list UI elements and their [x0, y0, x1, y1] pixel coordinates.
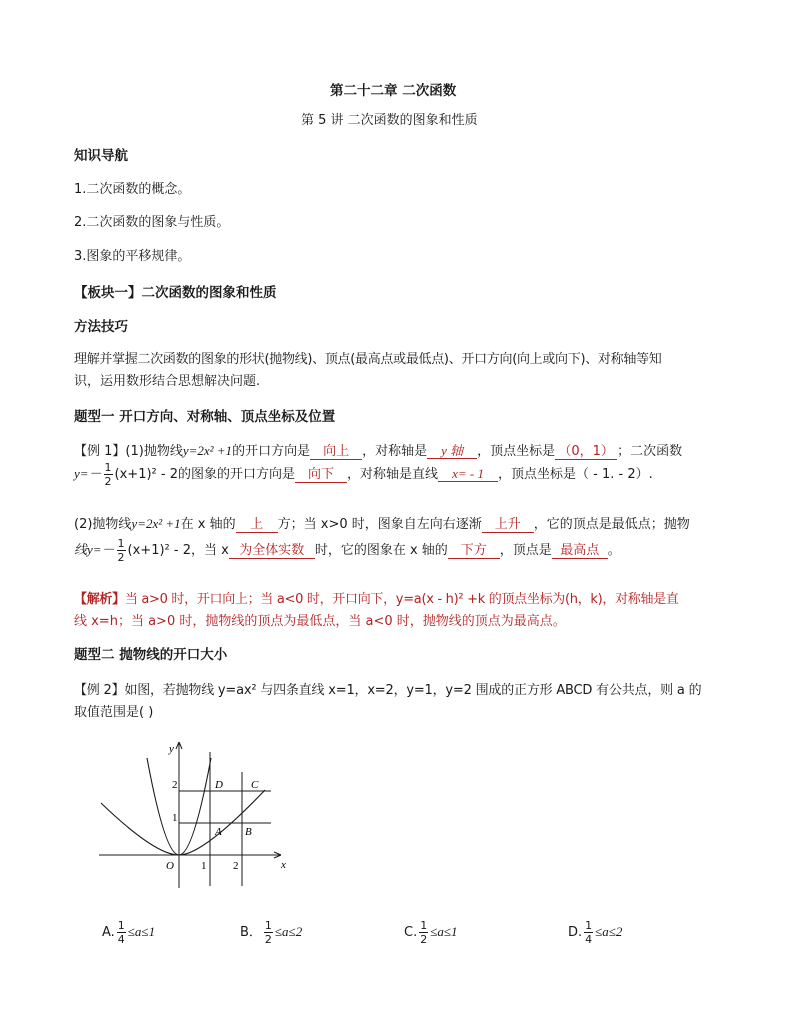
option-d-den: 4	[585, 933, 593, 946]
ex1-p2-t3: ，顶点坐标是（ - 1. - 2）.	[498, 467, 653, 482]
option-d-rest: ≤a≤2	[595, 924, 623, 939]
analysis-line-2: 线 x=h；当 a>0 时，抛物线的顶点为最低点，当 a<0 时，抛物线的顶点为最高点。	[74, 614, 566, 629]
chapter-title: 第二十二章 二次函数	[330, 83, 457, 99]
tick-y-1: 1	[172, 812, 178, 824]
answer-blank-4: 向下	[295, 467, 347, 483]
option-d-letter: D.	[568, 925, 583, 940]
option-a-den: 4	[117, 933, 125, 946]
answer-blank-9: 下方	[448, 543, 500, 559]
answer-blank-6: 上	[236, 517, 278, 533]
ex1-q2-t1: 在 x 轴的	[180, 517, 236, 532]
tick-x-1: 1	[201, 860, 207, 872]
answer-blank-8: 为全体实数	[229, 543, 315, 559]
lecture-title: 第 5 讲 二次函数的图象和性质	[301, 113, 478, 128]
answer-blank-7: 上升	[482, 517, 534, 533]
parabola-graph	[95, 738, 295, 893]
fraction-one-half-2	[117, 538, 126, 563]
ex1-p1-t3: ，顶点坐标是	[477, 444, 556, 459]
ex1-q3-t1: 时，它的图象在 x 轴的	[314, 543, 448, 558]
tick-x-2: 2	[233, 860, 239, 872]
answer-blank-10: 最高点	[552, 543, 608, 559]
answer-blank-5: x= - 1	[438, 466, 498, 482]
ex1-p2-t1: 的图象的开口方向是	[178, 467, 296, 482]
option-b-letter: B．	[240, 925, 262, 940]
analysis-text-1: 当 a>0 时，开口向上；当 a<0 时，开口向下，y=a(x - h)² +k 的顶点坐标为(h，k)，对称轴是直	[124, 592, 679, 607]
option-a-letter: A.	[102, 925, 115, 940]
option-c-num: 1	[420, 919, 428, 932]
ex2-line-2: 取值范围是( )	[74, 705, 154, 720]
option-c-letter: C.	[404, 925, 418, 940]
type1-heading: 题型一 开口方向、对称轴、顶点坐标及位置	[74, 409, 336, 425]
option-c[interactable]	[404, 920, 458, 945]
option-a-num: 1	[117, 919, 125, 932]
method-line-1: 理解并掌握二次函数的图象的形状(抛物线)、顶点(最高点或最低点)、开口方向(向上或向下)、对称轴等知	[74, 352, 662, 367]
option-b-den: 2	[264, 933, 272, 946]
point-a-label: A	[215, 826, 222, 838]
option-b[interactable]	[240, 920, 302, 945]
nav-heading: 知识导航	[74, 148, 128, 164]
x-axis-label: x	[281, 859, 286, 871]
ex1-part2-line-1	[74, 513, 690, 533]
ex1-label: 【例 1】	[74, 444, 126, 459]
y-axis-label: y	[169, 743, 174, 755]
ex1-q2-func: y=2x² +1	[131, 516, 181, 531]
ex1-p1-func: y=2x² +1	[182, 443, 233, 458]
ex1-p1-prefix: (1)抛物线	[125, 444, 183, 459]
ex1-q3-t2: ，顶点是	[499, 543, 552, 558]
ex1-q3-expr: (x+1)² - 2，当 x	[127, 543, 229, 558]
block-heading: 【板块一】二次函数的图象和性质	[74, 285, 277, 301]
option-b-num: 1	[264, 919, 272, 932]
answer-blank-3: （0，1）	[555, 444, 617, 460]
fraction-one-half	[104, 462, 113, 487]
nav-item-1: 1.二次函数的概念。	[74, 182, 191, 197]
ex1-p2-expr: (x+1)² - 2	[114, 467, 178, 482]
nav-item-3: 3.图象的平移规律。	[74, 249, 191, 264]
ex1-p2-t2: ，对称轴是直线	[347, 467, 439, 482]
point-d-label: D	[215, 779, 223, 791]
method-line-2: 识，运用数形结合思想解决问题.	[74, 374, 261, 389]
nav-item-2: 2.二次函数的图象与性质。	[74, 215, 230, 230]
ex1-p1-t4: ；二次函数	[617, 444, 683, 459]
ex1-line-2	[74, 462, 653, 487]
ex1-q2-t2: 方；当 x>0 时，图象自左向右逐渐	[277, 517, 482, 532]
point-c-label: C	[251, 779, 259, 791]
origin-label: O	[166, 860, 174, 872]
option-b-fraction	[264, 920, 273, 945]
type2-heading: 题型二 抛物线的开口大小	[74, 647, 228, 663]
method-heading: 方法技巧	[74, 319, 128, 335]
option-a[interactable]	[102, 920, 155, 945]
ex1-p2-start: y=－	[74, 466, 102, 481]
ex1-part2-line-2	[74, 538, 621, 563]
tick-y-2: 2	[172, 779, 178, 791]
analysis-label: 【解析】	[74, 592, 125, 607]
fraction-numerator: 1	[104, 461, 112, 474]
ex1-p1-t1: 的开口方向是	[232, 444, 311, 459]
fraction-denominator: 2	[117, 551, 125, 564]
ex1-p1-t2: ，对称轴是	[362, 444, 428, 459]
option-c-den: 2	[420, 933, 428, 946]
ex1-q3-start: 线y=－	[74, 542, 115, 557]
option-c-rest: ≤a≤1	[430, 924, 458, 939]
option-d[interactable]	[568, 920, 622, 945]
answer-blank-2: y 轴	[427, 443, 477, 459]
option-a-rest: ≤a≤1	[127, 924, 156, 939]
fraction-denominator: 2	[104, 475, 112, 488]
ex1-q2-t3: ，它的顶点是最低点；抛物	[533, 517, 690, 532]
option-b-rest: ≤a≤2	[274, 924, 303, 939]
fraction-numerator: 1	[117, 537, 125, 550]
analysis-line-1	[74, 588, 679, 607]
option-d-num: 1	[585, 919, 593, 932]
ex1-line-1	[74, 440, 682, 460]
option-a-fraction	[117, 920, 126, 945]
answer-blank-1: 向上	[310, 444, 362, 460]
point-b-label: B	[245, 826, 252, 838]
ex2-line-1: 【例 2】如图，若抛物线 y=ax² 与四条直线 x=1，x=2，y=1，y=2 围成的正方形 ABCD 有公共点，则 a 的	[74, 683, 702, 698]
ex1-q3-t3: 。	[607, 543, 621, 558]
ex1-q2-prefix: (2)抛物线	[74, 517, 132, 532]
option-d-fraction	[584, 920, 593, 945]
option-c-fraction	[419, 920, 428, 945]
